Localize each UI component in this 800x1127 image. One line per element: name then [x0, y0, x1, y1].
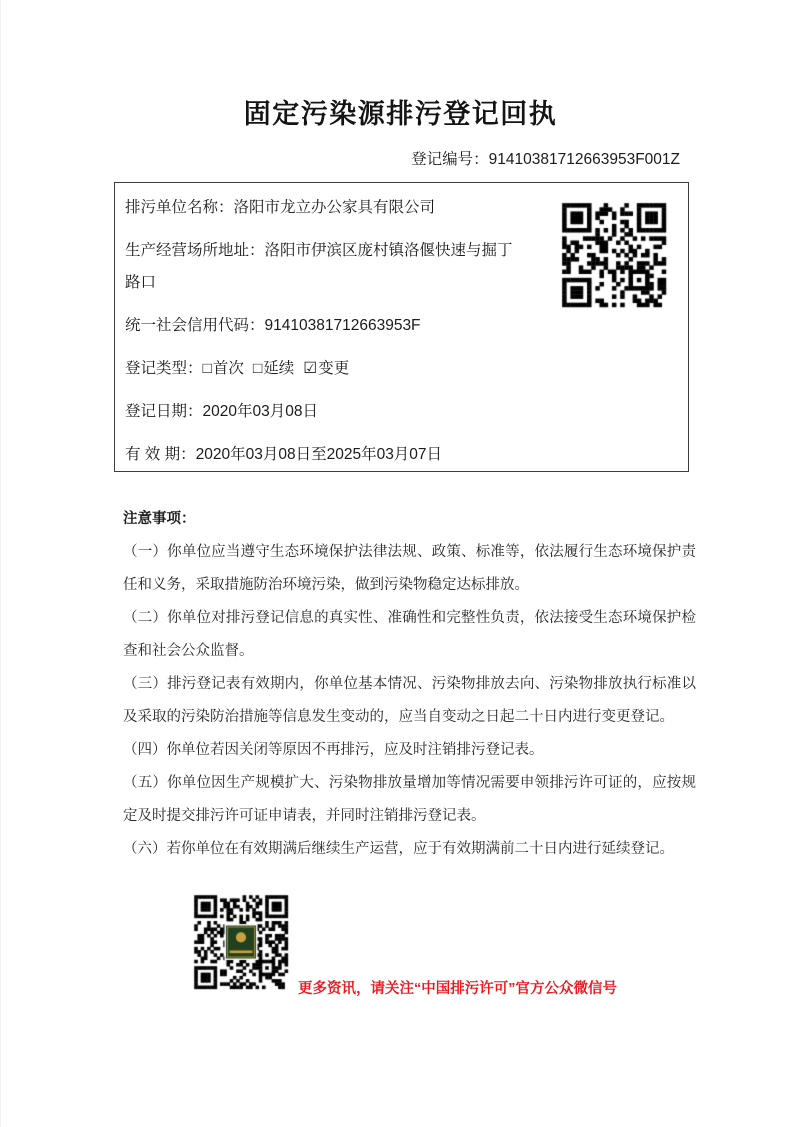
info-field-value: 91410381712663953F	[264, 317, 421, 334]
registration-qr-code-icon	[558, 199, 670, 311]
notice-item: （四）你单位若因关闭等原因不再排污，应及时注销排污登记表。	[123, 742, 544, 758]
registration-number-value: 91410381712663953F001Z	[488, 151, 680, 168]
info-fields	[125, 192, 523, 482]
registration-type-option-label: 首次	[212, 360, 244, 377]
info-field-row	[125, 310, 523, 342]
notices-section	[123, 503, 696, 866]
info-field-label: 登记类型：	[125, 360, 203, 377]
info-field-row	[125, 235, 523, 299]
notices-heading: 注意事项：	[123, 511, 196, 527]
info-field-value: 洛阳市龙立办公家具有限公司	[233, 199, 436, 216]
notice-item: （二）你单位对排污登记信息的真实性、准确性和完整性负责，依法接受生态环境保护检查和社会公众监督。	[123, 610, 696, 659]
info-field-row	[125, 439, 523, 471]
registration-type-option-label: 延续	[263, 360, 295, 377]
info-field-label: 有 效 期：	[125, 446, 196, 463]
info-field-label: 排污单位名称：	[125, 199, 234, 216]
wechat-follow-note: 更多资讯，请关注“中国排污许可”官方公众微信号	[298, 981, 617, 997]
wechat-qr-code-icon	[191, 892, 291, 992]
info-field-label: 登记日期：	[125, 403, 203, 420]
info-field-row	[125, 396, 523, 428]
document-title: 固定污染源排污登记回执	[243, 99, 558, 129]
registration-type-option-label: 变更	[318, 360, 350, 377]
registration-info-box	[114, 182, 689, 472]
info-field-row	[125, 353, 523, 385]
registration-number-label: 登记编号：	[411, 151, 489, 168]
registration-type-option	[253, 360, 294, 377]
info-field-row	[125, 192, 523, 224]
registration-number-line	[411, 147, 680, 169]
notice-item: （三）排污登记表有效期内，你单位基本情况、污染物排放去向、污染物排放执行标准以及采取的污染防治措施等信息发生变动的，应当自变动之日起二十日内进行变更登记。	[123, 676, 696, 725]
checkbox-checked-icon: ☑	[303, 360, 318, 377]
info-field-label: 生产经营场所地址：	[125, 242, 265, 259]
notice-item: （一）你单位应当遵守生态环境保护法律法规、政策、标准等，依法履行生态环境保护责任和义务，采取措施防治环境污染，做到污染物稳定达标排放。	[123, 544, 696, 593]
notice-item: （六）若你单位在有效期满后继续生产运营，应于有效期满前二十日内进行延续登记。	[123, 841, 674, 857]
info-field-value: 2020年03月08日	[202, 403, 318, 420]
notices-list	[123, 536, 696, 866]
info-field-value: 2020年03月08日至2025年03月07日	[195, 446, 443, 463]
notice-item: （五）你单位因生产规模扩大、污染物排放量增加等情况需要申领排污许可证的，应按规定及时提交排污许可证申请表，并同时注销排污登记表。	[123, 775, 696, 824]
info-field-value: 洛阳市伊滨区庞村镇洛偃快速与掘丁路口	[125, 242, 513, 291]
registration-type-option-checked	[303, 360, 349, 377]
registration-type-option	[203, 360, 244, 377]
checkbox-unchecked-icon: □	[202, 360, 212, 377]
checkbox-unchecked-icon: □	[252, 360, 263, 377]
info-field-label: 统一社会信用代码：	[125, 317, 265, 334]
